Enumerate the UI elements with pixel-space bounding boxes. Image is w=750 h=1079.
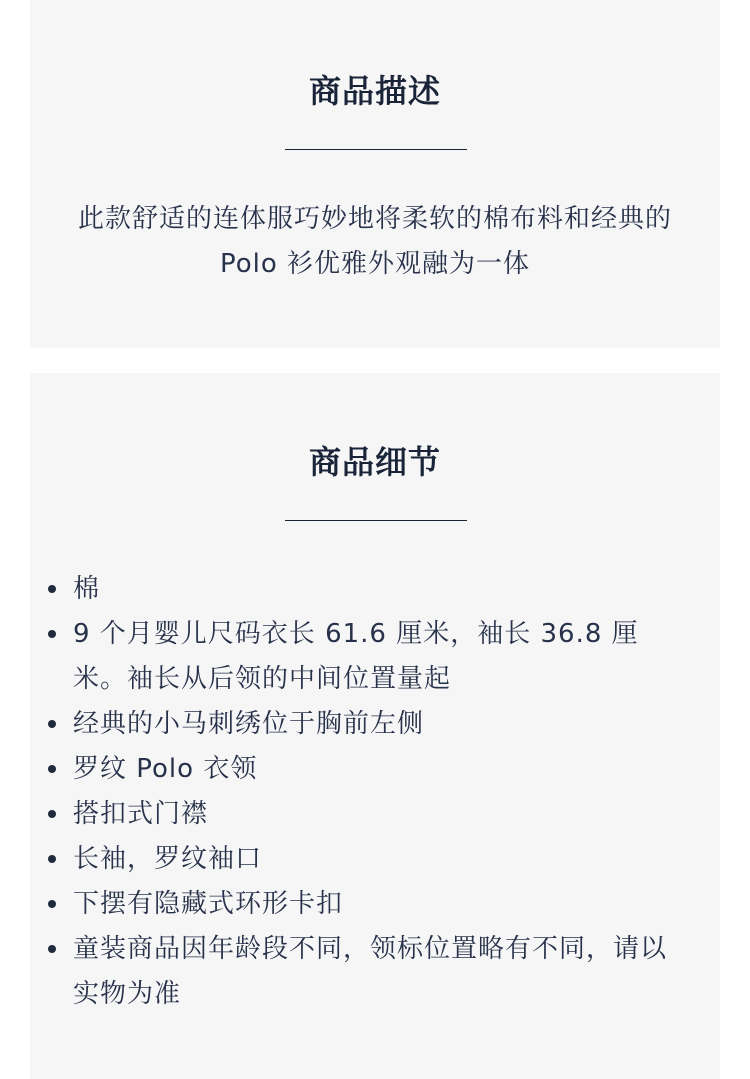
list-item-text: 棉 — [73, 574, 101, 604]
bullet-icon — [48, 630, 56, 638]
list-item-text: 罗纹 Polo 衣领 — [73, 754, 258, 784]
list-item — [73, 612, 685, 702]
list-item — [73, 837, 685, 882]
details-title: 商品细节 — [308, 443, 441, 481]
details-list — [73, 567, 685, 1017]
bullet-icon — [48, 855, 56, 863]
bullet-icon — [48, 585, 56, 593]
product-description-section — [30, 0, 720, 348]
list-item-text: 经典的小马刺绣位于胸前左侧 — [73, 709, 425, 739]
list-item — [73, 702, 685, 747]
list-item — [73, 882, 685, 927]
list-item-text: 9 个月婴儿尺码衣长 61.6 厘米，袖长 36.8 厘米。袖长从后领的中间位置量起 — [73, 619, 639, 694]
list-item-text: 搭扣式门襟 — [73, 799, 209, 829]
description-title: 商品描述 — [308, 72, 441, 110]
list-item-text: 下摆有隐藏式环形卡扣 — [73, 889, 344, 919]
product-details-section — [30, 373, 720, 1079]
bullet-icon — [48, 945, 56, 953]
list-item — [73, 792, 685, 837]
bullet-icon — [48, 810, 56, 818]
bullet-icon — [48, 720, 56, 728]
list-item — [73, 567, 685, 612]
list-item-text: 长袖，罗纹袖口 — [73, 844, 263, 874]
bullet-icon — [48, 765, 56, 773]
list-item-text: 童装商品因年龄段不同，领标位置略有不同，请以实物为准 — [73, 934, 668, 1009]
description-text: 此款舒适的连体服巧妙地将柔软的棉布料和经典的 Polo 衫优雅外观融为一体 — [77, 204, 672, 279]
description-divider — [285, 149, 467, 150]
bullet-icon — [48, 900, 56, 908]
details-divider — [285, 520, 467, 521]
list-item — [73, 927, 685, 1017]
list-item — [73, 747, 685, 792]
